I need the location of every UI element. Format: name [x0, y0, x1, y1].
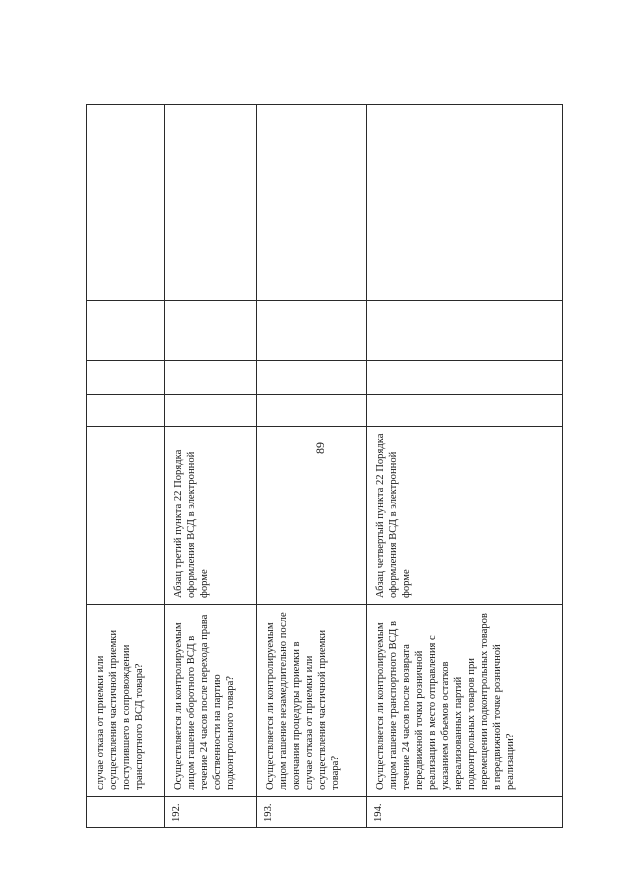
row-1-reference: Абзац третий пункта 22 Порядка оформления ВСД в электронной форме [173, 449, 210, 598]
table-border-left [86, 104, 87, 828]
row-0-question: случае отказа от приемки или осуществления частичной приемки поступившего в сопровождении транспортного ВСД товара? [95, 629, 145, 790]
row-3-number: 194. [373, 803, 384, 822]
row-3-question: Осуществляется ли контролируемым лицом гашение транспортного ВСД в течение 24 часов после возврата передвижной точки розничной реализации в место отправления с указанием объемов остатков нереализованных партий подконтрольных товаров при перемещении подконтрольных товаров в передвижной точке розничной реализации? [375, 613, 516, 790]
col-sep-number-question [86, 796, 562, 797]
table-border-top [86, 104, 562, 105]
page-number: 89 [313, 442, 327, 454]
col-sep-reference-yes [86, 426, 562, 427]
table-border-right [562, 104, 563, 828]
row-separator-3 [366, 104, 367, 828]
col-sep-yes-no [86, 394, 562, 395]
row-1-question: Осуществляется ли контролируемым лицом гашение оборотного ВСД в течение 24 часов после перехода права собственности на партию подконтрольного товара? [173, 614, 236, 790]
col-sep-no-na [86, 360, 562, 361]
col-sep-question-reference [86, 604, 562, 605]
row-separator-2 [256, 104, 257, 828]
row-1-number: 192. [171, 803, 182, 822]
row-2-question: Осуществляется ли контролируемым лицом гашение незамедлительно после окончания процедуры приемки в случае отказа от приемки или осуществления частичной приемки товара? [265, 612, 341, 790]
col-sep-na-note [86, 300, 562, 301]
row-2-number: 193. [263, 803, 274, 822]
row-3-reference: Абзац четвертый пункта 22 Порядка оформления ВСД в электронной форме [375, 433, 412, 598]
table-border-bottom [86, 827, 562, 828]
row-separator-1 [164, 104, 165, 828]
